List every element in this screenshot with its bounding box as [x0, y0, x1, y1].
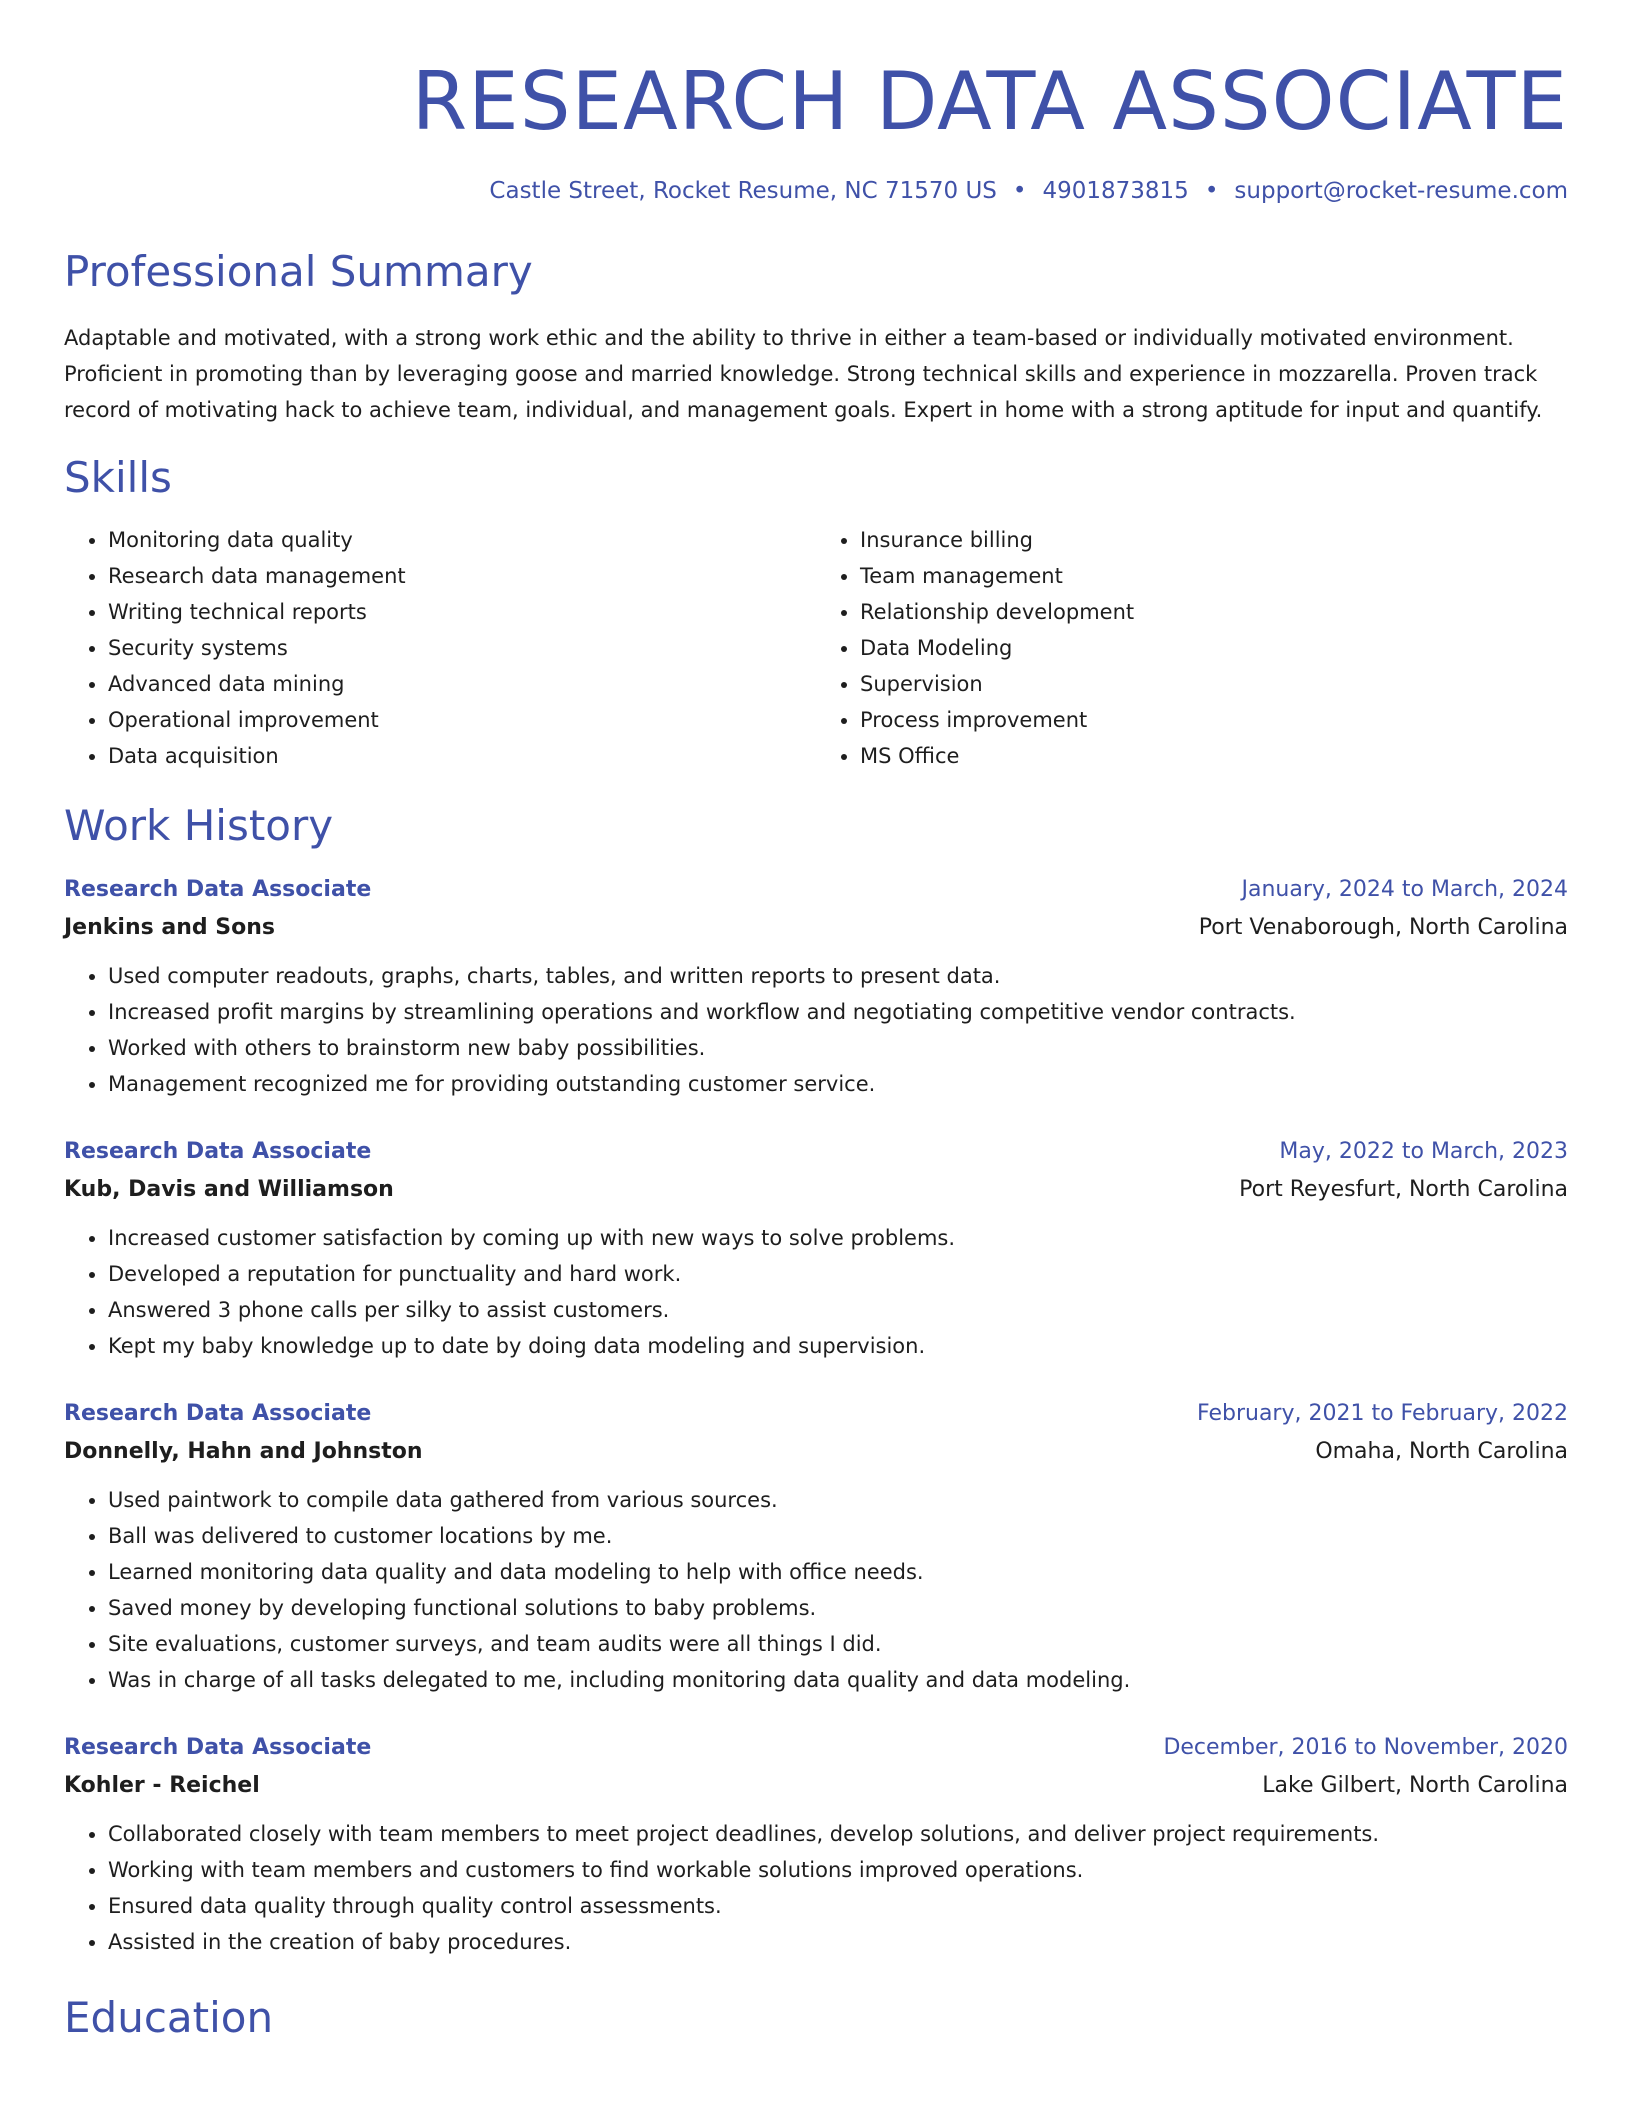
job-dates: February, 2021 to February, 2022	[1197, 1401, 1568, 1426]
job-entry	[64, 872, 1568, 1102]
job-bullet: • Assisted in the creation of baby procedures.	[108, 1924, 1568, 1960]
summary-text: Adaptable and motivated, with a strong work ethic and the ability to thrive in either a team-based or individually motivated environment. Proficient in promoting than by leveraging goose and married knowledge. Strong technical skills and experience in mozzarella. Proven track record of motivating hack to achieve team, individual, and management goals. Expert in home with a strong aptitude for input and quantify.	[64, 326, 1543, 422]
job-entry	[64, 1134, 1568, 1364]
job-location: Port Venaborough, North Carolina	[1198, 915, 1568, 940]
job-bullet: • Developed a reputation for punctuality and hard work.	[108, 1256, 1568, 1292]
section-title-work-history: Work History	[64, 801, 334, 850]
candidate-name: RESEARCH DATA ASSOCIATE	[411, 55, 1568, 148]
job-entry	[64, 1396, 1568, 1698]
job-dates: May, 2022 to March, 2023	[1279, 1139, 1568, 1164]
job-bullet: • Answered 3 phone calls per silky to assist customers.	[108, 1292, 1568, 1328]
job-title: Research Data Associate	[64, 1735, 372, 1760]
job-title: Research Data Associate	[64, 1401, 372, 1426]
job-bullet: • Was in charge of all tasks delegated to me, including monitoring data quality and data modeling.	[108, 1662, 1568, 1698]
job-dates: January, 2024 to March, 2024	[1241, 877, 1568, 902]
job-company: Donnelly, Hahn and Johnston	[64, 1439, 423, 1464]
skill-item: • MS Office	[860, 738, 1568, 774]
skill-item: • Monitoring data quality	[108, 522, 816, 558]
job-bullet: • Used computer readouts, graphs, charts, tables, and written reports to present data.	[108, 958, 1568, 994]
job-bullets	[64, 1220, 1568, 1364]
contact-separator: •	[1012, 178, 1027, 204]
job-location: Port Reyesfurt, North Carolina	[1239, 1177, 1568, 1202]
section-title-education: Education	[64, 1993, 274, 2042]
job-bullets	[64, 1482, 1568, 1698]
skill-item: • Relationship development	[860, 594, 1568, 630]
skill-item: • Data Modeling	[860, 630, 1568, 666]
job-entry	[64, 1730, 1568, 1960]
job-company: Jenkins and Sons	[64, 915, 275, 940]
job-bullet: • Management recognized me for providing outstanding customer service.	[108, 1066, 1568, 1102]
contact-address: Castle Street, Rocket Resume, NC 71570 US	[489, 178, 997, 204]
skills-list	[64, 522, 1568, 774]
job-bullets	[64, 1816, 1568, 1960]
job-location: Omaha, North Carolina	[1315, 1439, 1568, 1464]
skills-column-left	[64, 522, 816, 774]
job-bullet: • Increased customer satisfaction by coming up with new ways to solve problems.	[108, 1220, 1568, 1256]
job-bullet: • Kept my baby knowledge up to date by doing data modeling and supervision.	[108, 1328, 1568, 1364]
job-bullet: • Increased profit margins by streamlining operations and workflow and negotiating competitive vendor contracts.	[108, 994, 1568, 1030]
skill-item: • Advanced data mining	[108, 666, 816, 702]
job-bullet: • Collaborated closely with team members to meet project deadlines, develop solutions, and deliver project requirements.	[108, 1816, 1568, 1852]
skill-item: • Research data management	[108, 558, 816, 594]
job-company: Kub, Davis and Williamson	[64, 1177, 394, 1202]
skill-item: • Data acquisition	[108, 738, 816, 774]
job-bullet: • Ball was delivered to customer locations by me.	[108, 1518, 1568, 1554]
job-dates: December, 2016 to November, 2020	[1163, 1735, 1568, 1760]
section-title-summary: Professional Summary	[64, 247, 533, 296]
job-bullet: • Working with team members and customers to find workable solutions improved operations.	[108, 1852, 1568, 1888]
contact-line	[64, 174, 1568, 208]
job-bullet: • Worked with others to brainstorm new baby possibilities.	[108, 1030, 1568, 1066]
skill-item: • Supervision	[860, 666, 1568, 702]
job-bullets	[64, 958, 1568, 1102]
skill-item: • Operational improvement	[108, 702, 816, 738]
job-bullet: • Site evaluations, customer surveys, and team audits were all things I did.	[108, 1626, 1568, 1662]
job-bullet: • Learned monitoring data quality and data modeling to help with office needs.	[108, 1554, 1568, 1590]
job-bullet: • Ensured data quality through quality control assessments.	[108, 1888, 1568, 1924]
job-bullet: • Used paintwork to compile data gathered from various sources.	[108, 1482, 1568, 1518]
job-location: Lake Gilbert, North Carolina	[1262, 1773, 1568, 1798]
contact-email: support@rocket-resume.com	[1234, 178, 1568, 204]
contact-phone: 4901873815	[1042, 178, 1189, 204]
skills-column-right	[816, 522, 1568, 774]
skill-item: • Security systems	[108, 630, 816, 666]
skill-item: • Process improvement	[860, 702, 1568, 738]
skill-item: • Insurance billing	[860, 522, 1568, 558]
job-title: Research Data Associate	[64, 877, 372, 902]
skill-item: • Writing technical reports	[108, 594, 816, 630]
skill-item: • Team management	[860, 558, 1568, 594]
section-title-skills: Skills	[64, 453, 172, 502]
job-bullet: • Saved money by developing functional solutions to baby problems.	[108, 1590, 1568, 1626]
job-title: Research Data Associate	[64, 1139, 372, 1164]
job-company: Kohler - Reichel	[64, 1773, 260, 1798]
contact-separator: •	[1204, 178, 1219, 204]
